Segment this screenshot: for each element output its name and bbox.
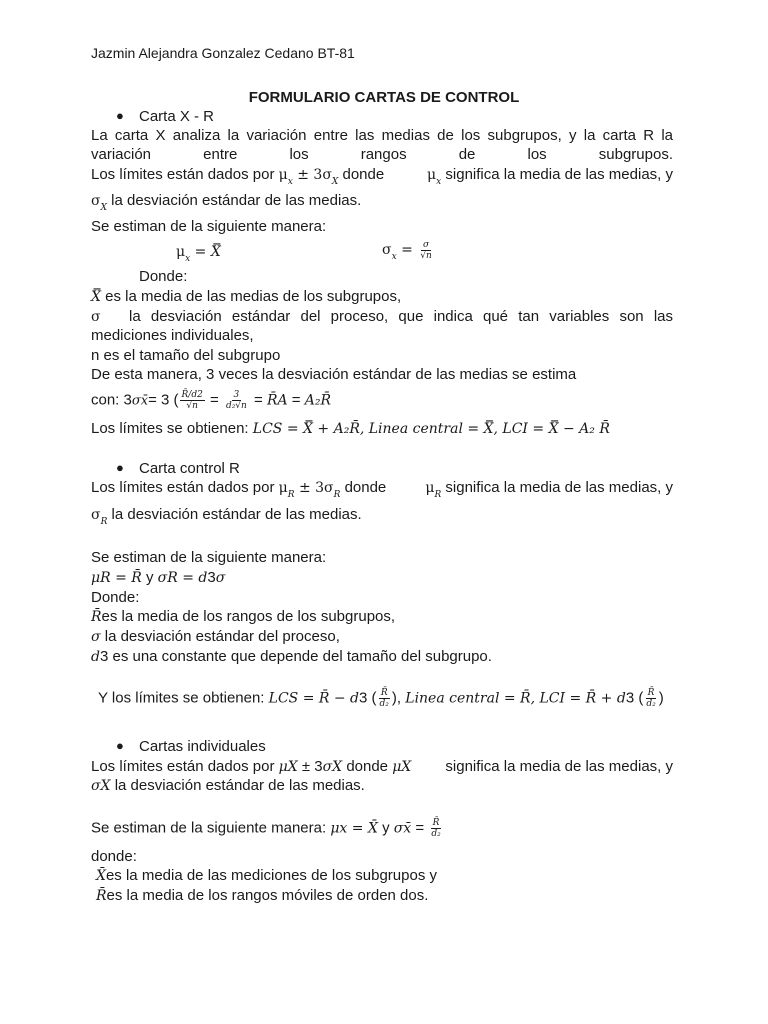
- three-sigma-formula: con: 3σx̄= 3 ( $\frac{R̄/d2}{√n}$ = $\frac{3}{\text{d₂√n}}$ = R̄A = A₂R̄: [91, 390, 331, 411]
- limits-meaning: significa la media de las medias, y: [445, 758, 673, 775]
- sigma-desc: la desviación estándar de las medias.: [114, 777, 365, 794]
- estimate-line-r: Se estiman de la siguiente manera:: [91, 549, 327, 566]
- and-text: y: [382, 819, 390, 837]
- rbar-def-individual: R̄es la media de los rangos móviles de orden dos.: [96, 887, 429, 904]
- limits-text: Los límites están dados por: [91, 166, 275, 183]
- document-header: Jazmin Alejandra Gonzalez Cedano BT-81: [91, 45, 355, 61]
- section-heading-r: Carta control R: [139, 460, 240, 477]
- limits-donde: donde: [346, 758, 389, 775]
- limits-obtain-r: Y los límites se obtienen: LCS = R̄ − d3 ( $\frac{R̄}{\text{d₂}}$ ), Linea central = R̄, LCI = R̄ + d3 ( $\frac{R̄}{\text{d₂}}$ ): [98, 688, 664, 709]
- d3-def: d3 es una constante que depende del tamaño del subgrupo.: [91, 648, 492, 665]
- n-def: n es el tamaño del subgrupo: [91, 347, 281, 364]
- section-heading-individual: Cartas individuales: [139, 738, 266, 755]
- limits-meaning: significa la media de las medias, y: [445, 479, 673, 496]
- formula-sigma-x: $\sigma_x$ = $\frac{\sigma}{√n}$: [382, 240, 432, 263]
- limits-meaning: significa la media de las medias, y: [445, 166, 673, 183]
- sigma-desc: la desviación estándar del proceso,: [104, 628, 340, 645]
- bullet-icon: ●: [116, 108, 124, 123]
- limits-text: Los límites están dados por: [91, 758, 275, 775]
- estimate-text: Se estiman de la siguiente manera:: [91, 819, 327, 837]
- sigma-def-r: σ la desviación estándar del proceso,: [91, 628, 340, 645]
- limits-obtain-text: Y los límites se obtienen:: [98, 689, 265, 707]
- limits-line-r: Los límites están dados por $\mu_R \pm 3\sigma_R$ donde $\mu_R$ significa la media de las medias, y: [91, 479, 673, 500]
- sigma-line-r: $\sigma_R$ la desviación estándar de las medias.: [91, 506, 362, 527]
- three-sigma-line: De esta manera, 3 veces la desviación estándar de las medias se estima: [91, 366, 577, 383]
- donde-label-xr: Donde:: [139, 268, 188, 285]
- limits-line-individual: Los límites están dados por μX ± 3σX donde μX significa la media de las medias, y: [91, 758, 673, 775]
- donde-label-r: Donde:: [91, 589, 140, 606]
- xbar-def-individual: X̄es la media de las mediciones de los subgrupos y: [96, 867, 437, 884]
- sigma-process-line2: mediciones individuales,: [91, 327, 254, 344]
- rbar-desc: es la media de los rangos de los subgrupos,: [101, 608, 396, 625]
- paragraph-xr-intro: La carta X analiza la variación entre las medias de los subgrupos, y la carta R la variación entre los rangos de los subgrupos.: [91, 127, 673, 163]
- estimate-line-individual: Se estiman de la siguiente manera: μx = X̄ y σx̄ = $\frac{R̄}{\text{d₂}}$: [91, 818, 441, 839]
- rbar-def: R̄es la media de los rangos de los subgrupos,: [91, 608, 396, 625]
- sigma-process-line1: la desviación estándar del proceso, que indica qué tan variables son las: [129, 308, 673, 325]
- bullet-icon: ●: [116, 738, 124, 753]
- limits-donde: donde: [342, 166, 385, 183]
- estimate-line-xr: Se estiman de la siguiente manera:: [91, 218, 327, 235]
- con-text: con: 3: [91, 391, 132, 409]
- sigma-line-xr: $\sigma_X$ la desviación estándar de las medias.: [91, 192, 362, 213]
- limits-obtain-xr: Los límites se obtienen: LCS = X̿ + A₂R̄, Linea central = X̿, LCI = X̿ − A₂ R̄: [91, 420, 610, 437]
- rbar-desc: es la media de los rangos móviles de orden dos.: [106, 887, 429, 904]
- limits-text: Los límites están dados por: [91, 479, 275, 496]
- sigma-symbol: σ: [91, 309, 101, 325]
- xbar-desc: es la media de las medias de los subgrupos,: [105, 288, 402, 305]
- donde-label-individual: donde:: [91, 848, 137, 865]
- document-title: FORMULARIO CARTAS DE CONTROL: [248, 89, 520, 106]
- d3-desc: 3 es una constante que depende del tamaño del subgrupo.: [99, 648, 492, 665]
- sigma-line-individual: σX la desviación estándar de las medias.: [91, 777, 365, 794]
- formula-mu-x: $\mu_x$ = X̿: [176, 244, 221, 264]
- xbar-desc: es la media de las mediciones de los subgrupos y: [105, 867, 437, 884]
- sigma-desc: la desviación estándar de las medias.: [111, 506, 362, 523]
- bullet-icon: ●: [116, 460, 124, 475]
- formula-mu-r: μR = R̄ y σR = d3σ: [91, 569, 226, 586]
- limits-line-xr: Los límites están dados por $\mu_x \pm 3\sigma_X$ donde $\mu_x$ significa la media de las medias, y: [91, 166, 673, 187]
- section-heading-xr: Carta X - R: [139, 108, 215, 125]
- xbar-def: X̿ es la media de las medias de los subgrupos,: [91, 288, 402, 305]
- limits-donde: donde: [344, 479, 387, 496]
- sigma-desc: la desviación estándar de las medias.: [111, 192, 362, 209]
- limits-obtain-text: Los límites se obtienen:: [91, 420, 249, 437]
